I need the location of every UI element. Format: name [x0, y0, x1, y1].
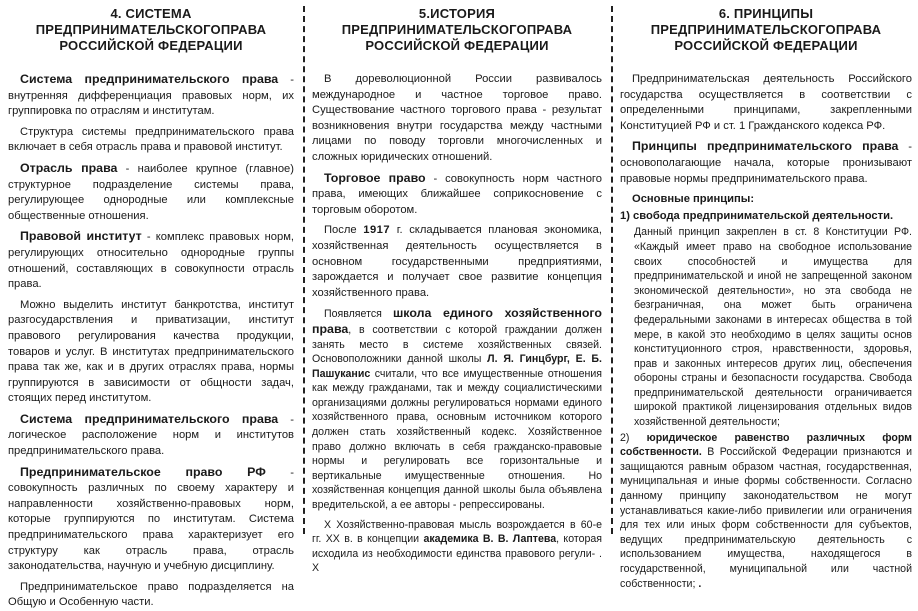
paragraph: В дореволюционной России развивалось международное и частное торговое право. Существование частного торгового права - результат возникновения внутри государства между частными лицами по поводу торговли многочисленных и сложных юридических отношений.: [312, 73, 602, 163]
column-divider: [303, 6, 305, 534]
paragraph: Система предпринимательского права - логическое расположение норм и институтов предпринимательского права.: [8, 411, 294, 458]
section-5-column: [312, 0, 603, 575]
term: Предпринимательское право РФ: [20, 464, 266, 479]
list-item-title: 1) свобода предпринимательской деятельности.: [620, 209, 894, 222]
year: 1917: [363, 224, 391, 237]
margin-mark: X: [324, 518, 332, 531]
section-6-column: [620, 0, 912, 590]
term: Отрасль права: [20, 160, 118, 175]
section-5-title: 5.ИСТОРИЯ ПРЕДПРИНИМАТЕЛЬСКОГОПРАВА РОССИЙСКОЙ ФЕДЕРАЦИИ: [341, 6, 573, 53]
margin-mark: .: [599, 547, 602, 560]
paragraph: Принципы предпринимательского права - основополагающие начала, которые пронизывают правовые нормы предпринимательского права.: [620, 139, 912, 185]
subheading: Основные принципы:: [632, 193, 755, 206]
paragraph: Отрасль права - наиболее крупное (главное) структурное подразделение системы права, регулирующее однородные или комплексные общественные отношения.: [8, 160, 295, 222]
paragraph: Предпринимательское право РФ - совокупность различных по своему характеру и направленности хозяйственно-правовых норм, которые группируются по институтам. Система предпринимательского права характеризует его структуру как отрасль права, отрасль законодательства, научную и учебную дисциплину.: [8, 464, 294, 573]
paragraph: Правовой институт - комплекс правовых норм, регулирующих относительно однородные группы отношений, составляющих в совокупности отрасль права.: [8, 229, 294, 291]
section-6-title: 6. ПРИНЦИПЫ ПРЕДПРИНИМАТЕЛЬСКОГОПРАВА РОССИЙСКОЙ ФЕДЕРАЦИИ: [650, 6, 882, 53]
paragraph: Предпринимательская деятельность Российского государства осуществляется в соответствии с определенными принципами, закрепленными Конституцией РФ и ст. 1 Гражданского кодекса РФ.: [620, 73, 912, 132]
list-item: [620, 209, 912, 225]
list-item-title: юридическое равенство различных форм собственности.: [620, 431, 912, 459]
paragraph: Предпринимательское право подразделяется на Общую и Особенную части.: [8, 580, 294, 609]
list-item-body: Данный принцип закреплен в ст. 8 Конституции РФ. «Каждый имеет право на свободное использование своих способностей и имущества для предпринимательской и иной не запрещенной законом экономической деятельности», но эта свобода не безграничная, она может быть ограничена федеральными законами в интересах общества в той мере, в какой это необходимо в целях защиты основ конституционного строя, нравственности, здоровья, прав и законных интересов других лиц, обеспечения обороны страны и безопасности государства. Свобода предпринимательской деятельности ограничивается широкой практикой лицензирования отдельных видов хозяйственной деятельности;: [634, 226, 912, 429]
paragraph: После 1917 г. складывается плановая экономика, хозяйственная деятельность осуществляется в основном государственными предприятиями, зарождается и получает свое развитие концепция хозяйственного права.: [312, 224, 602, 299]
paragraph: Система предпринимательского права - внутренняя дифференциация правовых норм, их группировка по отраслям и институтам.: [8, 72, 294, 118]
paragraph: Появляется школа единого хозяйственного права, в соответствии с которой граждании должен занять место в системе хозяйственных связей. Основоположники данной школы Л. Я. Гинцбург, Е. Б. Пашуканис считали, что все имущественные отношения как между гражданами, так и между социалистическими организациями должны регулироваться нормами единого хозяйственного права, основным источником которого должен стать хозяйственный кодекс. Хозяйственное право должно включать в себя гражданско-правовые нормы и регулировать все горизонтальные и вертикальные имущественные отношения. Но хозяйственная концепция данной школы была объявлена вредительской, а ее авторы - репрессированы.: [312, 306, 603, 512]
term: Система предпринимательского права: [20, 72, 279, 86]
list-item: 2) юридическое равенство различных форм собственности. В Российской Федерации признаются и защищаются равным образом частная, государственная, муниципальная и иные формы собственности. Согласно данному принципу законодательством не могут устанавливаться какие-либо привилегии или ограничения для тех или иных форм собственности для субъектов, ведущих предпринимательскую деятельность с использованием имущества, находящегося в государственной, муниципальной или частной собственности; .: [620, 431, 912, 590]
margin-mark: X: [312, 562, 320, 575]
term: Система предпринимательского права: [20, 411, 279, 426]
authors: Л. Я. Гинцбург, Е. Б. Пашуканис: [312, 353, 602, 380]
paragraph: [620, 192, 912, 208]
paragraph: Структура системы предпринимательского права включает в себя отрасль права и правовой институт.: [8, 125, 294, 154]
paragraph: Торговое право - совокупность норм частного права, имеющих ближайшее соприкосновение с торговым оборотом.: [312, 170, 602, 216]
paragraph: X Хозяйственно-правовая мысль возрождается в 60-е гг. XX в. в концепции академика В. В. Лаптева, которая исходила из необходимости единства правового регули- . X: [312, 518, 602, 575]
term: Правовой институт: [20, 229, 142, 244]
paragraph: Можно выделить институт банкротства, институт разгосударствления и приватизации, институт правового регулирования качества продукции, товаров и услуг. В институтах предпринимательского права так же, как и в других отраслях права, нормы группируются в зависимости от общности задач, стоящих перед институтом.: [8, 298, 294, 405]
column-divider: [611, 6, 613, 534]
section-4-column: [8, 0, 295, 609]
author: академика В. В. Лаптева: [423, 533, 557, 546]
term: Принципы предпринимательского права: [632, 139, 899, 154]
section-4-title: 4. СИСТЕМА ПРЕДПРИНИМАТЕЛЬСКОГОПРАВА РОССИЙСКОЙ ФЕДЕРАЦИИ: [35, 6, 267, 53]
margin-mark: .: [698, 577, 702, 590]
term: Торговое право: [324, 170, 426, 185]
term: школа единого хозяйственного права: [312, 306, 603, 336]
